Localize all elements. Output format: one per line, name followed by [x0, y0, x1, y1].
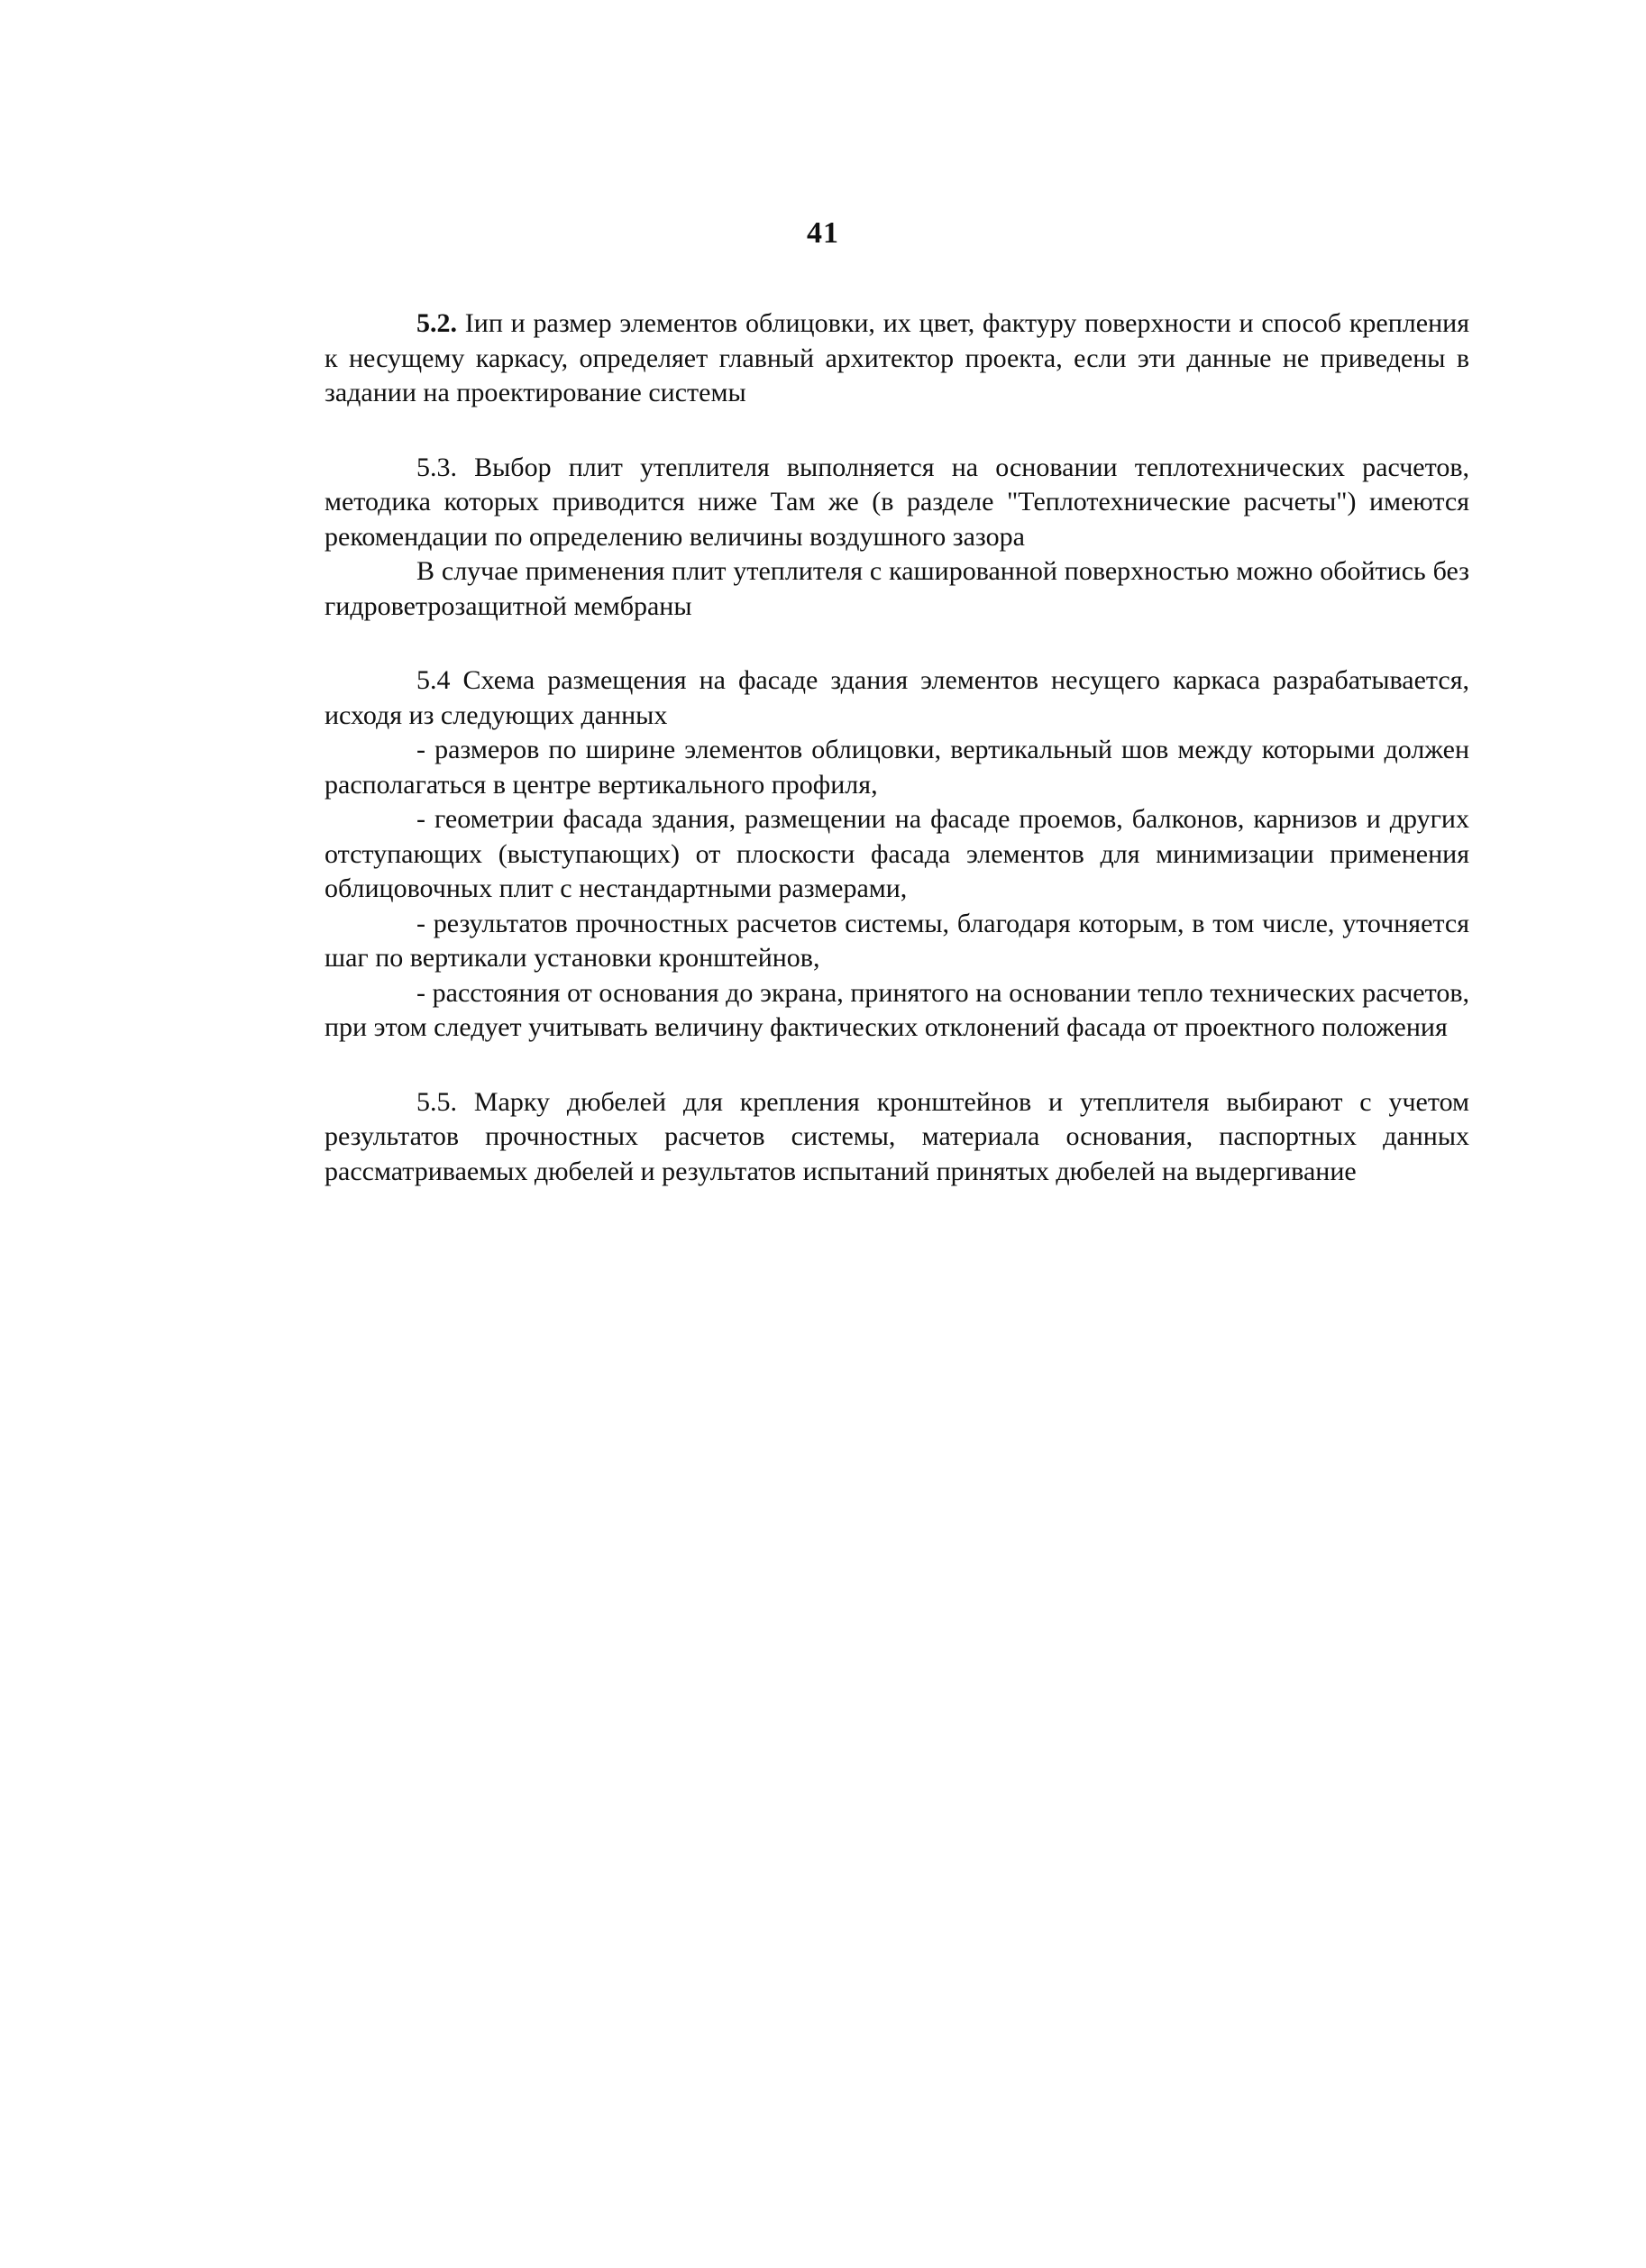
section-number: 5.4 — [416, 665, 451, 695]
list-item: - результатов прочностных расчетов системы, благодаря которым, в том числе, уточняется шаг по вертикали установки кронштейнов, — [325, 908, 1469, 973]
paragraph-5-4 — [325, 663, 1469, 733]
paragraph-text: Іип и размер элементов облицовки, их цвет, фактуру поверхности и способ крепления к несущему каркасу, определяет главный архитектор проекта, если эти данные не приведены в задании на проектирование системы — [325, 308, 1469, 407]
paragraph-text: Марку дюбелей для крепления кронштейнов и утеплителя выбирают с учетом результатов прочностных расчетов системы, материала основания, паспортных данных рассматриваемых дюбелей и результатов испытаний принятых дюбелей на выдергивание — [325, 1086, 1469, 1186]
paragraph-text: Схема размещения на фасаде здания элементов несущего каркаса разрабатывается, исходя из следующих данных — [325, 665, 1469, 730]
page-number: 41 — [807, 216, 839, 250]
list-item: - геометрии фасада здания, размещении на фасаде проемов, балконов, карнизов и других отступающих (выступающих) от плоскости фасада элементов для минимизации применения облицовочных плит с нестандартными размерами, — [325, 804, 1469, 903]
paragraph-5-3-note: В случае применения плит утеплителя с кашированной поверхностью можно обойтись без гидроветрозащитной мембраны — [325, 556, 1469, 621]
paragraph-text: Выбор плит утеплителя выполняется на основании теплотехнических расчетов, методика которых приводится ниже Там же (в разделе "Теплотехнические расчеты") имеются рекомендации по определению величины воздушного зазора — [325, 452, 1469, 552]
paragraph-5-3 — [325, 451, 1469, 555]
list-item: - размеров по ширине элементов облицовки, вертикальный шов между которыми должен располагаться в центре вертикального профиля, — [325, 735, 1469, 800]
section-number: 5.3. — [416, 452, 457, 482]
section-number: 5.2. — [416, 308, 457, 338]
section-number: 5.5. — [416, 1086, 457, 1117]
document-body — [325, 306, 1469, 1189]
paragraph-5-2 — [325, 306, 1469, 411]
paragraph-5-5 — [325, 1085, 1469, 1190]
list-item: - расстояния от основания до экрана, принятого на основании тепло технических расчетов, при этом следует учитывать величину фактических отклонений фасада от проектного положения — [325, 977, 1469, 1042]
